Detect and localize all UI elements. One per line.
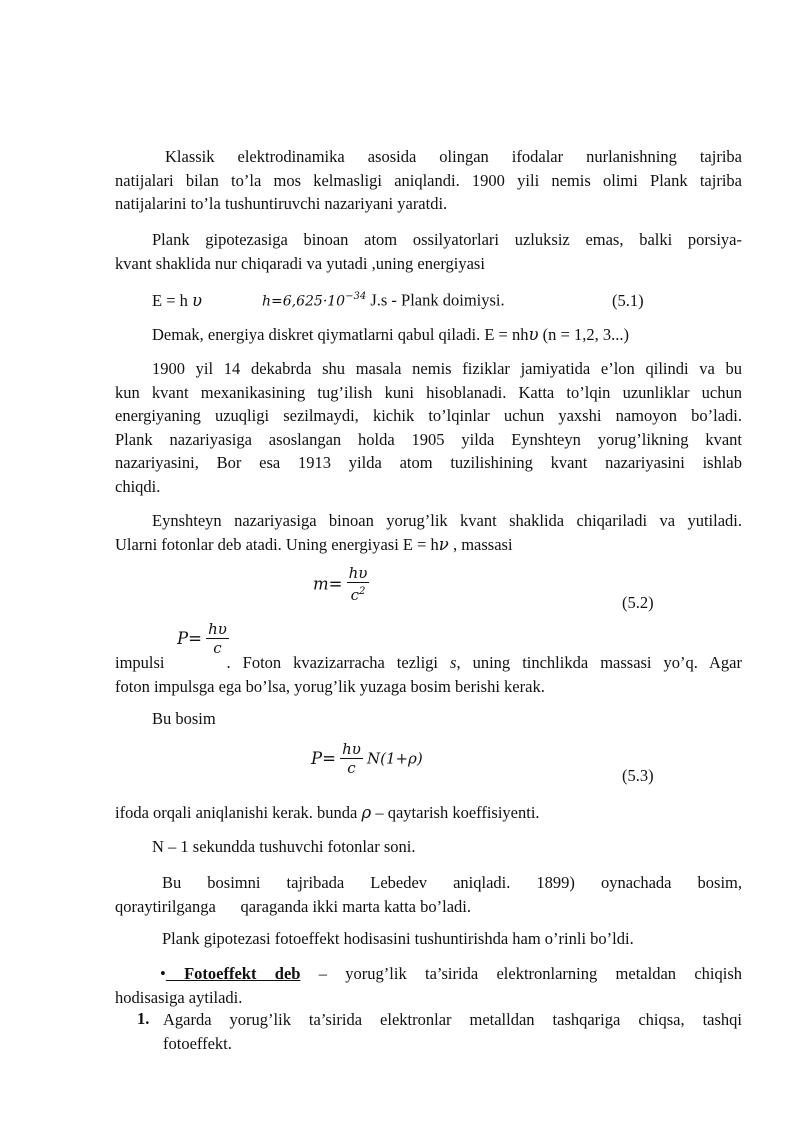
paragraph-reflection: ifoda orqali aniqlanishi kerak. bunda ρ – qaytarish koeffisiyenti. xyxy=(115,803,540,822)
text-line: Plank nazariyasiga asoslangan holda 1905 yilda Eynshteyn yorug’likning kvant xyxy=(115,429,742,449)
text-line: qoraytirilganga qaraganda ikki marta katta bo’ladi. xyxy=(115,896,471,916)
fraction: $\frac{h\upsilon}{c}$ xyxy=(342,740,361,777)
paragraph-intro xyxy=(115,145,742,216)
equation-5-3: P= $\frac{h\upsilon}{c}$ N(1+ρ) xyxy=(311,740,423,777)
paragraph-einstein xyxy=(115,509,742,556)
equation-number: (5.2) xyxy=(622,593,654,612)
text-line: impulsi . Foton kvazizarracha tezligi s, uning tinchlikda massasi yo’q. Agar xyxy=(115,653,742,672)
text-line: hodisasiga aytiladi. xyxy=(115,987,243,1007)
bullet-definition xyxy=(115,962,742,1009)
equation-number: (5.3) xyxy=(622,766,654,785)
text-line: Bu bosimni tajribada Lebedev aniqladi. 1899) oynachada bosim, xyxy=(162,873,742,892)
list-number: 1. xyxy=(137,1009,150,1028)
equation-number: (5.1) xyxy=(612,291,644,310)
fraction: $\frac{h\upsilon}{c^2}$ xyxy=(348,564,368,604)
text-line: fotoeffekt. xyxy=(163,1033,232,1053)
paragraph-history xyxy=(115,357,742,498)
equation-5-1-plank-constant: $h=6,625\cdot 10^{-34}$ J.s - Plank doimiysi. xyxy=(262,290,505,310)
text-line: energiyaning uzuqligi sezilmaydi, kichik to’lqinlar uchun yaxshi namoyon bo’ladi. xyxy=(115,406,742,425)
equation-impulse: P= $\frac{h\upsilon}{c}$ xyxy=(177,620,227,657)
text-line: • Fotoeffekt deb – yorug’lik ta’sirida elektronlarning metaldan chiqish xyxy=(160,964,742,983)
term: Fotoeffekt deb xyxy=(165,964,301,983)
list-item xyxy=(163,1008,742,1055)
text-line: Ularni fotonlar deb atadi. Uning energiyasi E = hν , massasi xyxy=(115,534,513,554)
equation-5-2: m= $\frac{h\upsilon}{c^2}$ xyxy=(313,564,368,604)
text-line: kvant shaklida nur chiqaradi va yutadi ,uning energiyasi xyxy=(115,253,485,273)
paragraph-pressure: Bu bosim xyxy=(152,709,216,728)
text-line: 1900 yil 14 dekabrda shu masala nemis fiziklar jamiyatida e’lon qilindi va bu xyxy=(152,359,742,378)
bullet-icon: • xyxy=(160,964,166,983)
paragraph-photoeffect-intro: Plank gipotezasi fotoeffekt hodisasini tushuntirishda ham o’rinli bo’ldi. xyxy=(162,929,634,948)
text-line: natijalari bilan to’la mos kelmasligi aniqlandi. 1900 yili nemis olimi Plank tajriba xyxy=(115,170,742,190)
fraction: $\frac{h\upsilon}{c}$ xyxy=(208,620,227,657)
paragraph-discrete-energy: Demak, energiya diskret qiymatlarni qabul qiladi. E = nhυ (n = 1,2, 3...) xyxy=(152,325,629,344)
text-line: kun kvant mexanikasining tug’ilish kuni hisoblanadi. Katta to’lqin uzunliklar uchun xyxy=(115,382,742,402)
text-line: Agarda yorug’lik ta’sirida elektronlar metalldan tashqariga chiqsa, tashqi xyxy=(163,1010,742,1029)
paragraph-lebedev xyxy=(115,871,742,918)
text-line: Eynshteyn nazariyasiga binoan yorug’lik kvant shaklida chiqariladi va yutiladi. xyxy=(152,511,742,530)
paragraph-plank-hypothesis xyxy=(115,228,742,275)
text-line: nazariyasini, Bor esa 1913 yilda atom tuzilishining kvant nazariyasini ishlab xyxy=(115,453,742,472)
text-line: Klassik elektrodinamika asosida olingan ifodalar nurlanishning tajriba xyxy=(165,147,742,166)
equation-5-1-left: E = h υ xyxy=(152,291,203,310)
text-line: natijalarini to’la tushuntiruvchi nazariyani yaratdi. xyxy=(115,194,448,213)
text-line: Plank gipotezasiga binoan atom ossilyatorlari uzluksiz emas, balki porsiya- xyxy=(152,230,742,249)
text-line: chiqdi. xyxy=(115,476,161,496)
text-line: foton impulsga ega bo’lsa, yorug’lik yuzaga bosim berishi kerak. xyxy=(115,676,545,696)
paragraph-impulse xyxy=(115,651,742,698)
paragraph-photon-count: N – 1 sekundda tushuvchi fotonlar soni. xyxy=(152,837,416,856)
